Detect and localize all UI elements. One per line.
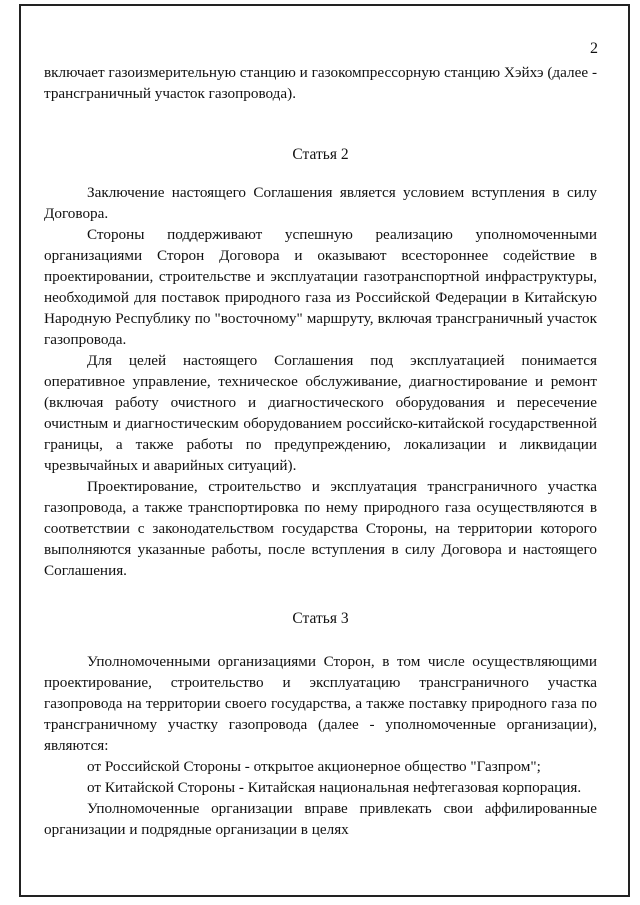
article-3-paragraph: от Китайской Стороны - Китайская национальная нефтегазовая корпорация. — [87, 779, 582, 796]
article-2-paragraph: Для целей настоящего Соглашения под эксплуатацией понимается оперативное управление, техническое обслуживание, диагностирование и ремонт (включая работу очистного и диагностического оборудования и пересечение очистным и диагностическим оборудованием российско-китайской государственной границы, а также работы по предупреждению, локализации и ликвидации чрезвычайных и аварийных ситуаций). — [44, 352, 597, 474]
article-2-heading: Статья 2 — [292, 146, 349, 163]
article-2-heading-wrap — [44, 146, 597, 164]
intro-paragraph: включает газоизмерительную станцию и газокомпрессорную станцию Хэйхэ (далее - трансграничный участок газопровода). — [44, 64, 597, 102]
article-3-heading-wrap — [44, 610, 597, 628]
page-number: 2 — [590, 40, 598, 57]
article-3-heading: Статья 3 — [292, 610, 349, 627]
article-3-paragraph: Уполномоченными организациями Сторон, в том числе осуществляющими проектирование, строительство и эксплуатацию трансграничного участка газопровода на территории своего государства, а также поставку природного газа по трансграничному участку газопровода (далее - уполномоченные организации), являются: — [44, 653, 597, 754]
article-2-paragraph: Проектирование, строительство и эксплуатация трансграничного участка газопровода, а также транспортировка по нему природного газа осуществляются в соответствии с законодательством государства Стороны, на территории которого выполняются указанные работы, после вступления в силу Договора и настоящего Соглашения. — [44, 478, 597, 579]
article-2-body — [44, 182, 597, 581]
article-2-paragraph: Стороны поддерживают успешную реализацию уполномоченными организациями Сторон Договора и оказывают всестороннее содействие в проектировании, строительстве и эксплуатации газотранспортной инфраструктуры, необходимой для поставок природного газа из Российской Федерации в Китайскую Народную Республику по "восточному" маршруту, включая трансграничный участок газопровода. — [44, 226, 597, 348]
article-3-body — [44, 651, 597, 840]
article-3-paragraph: Уполномоченные организации вправе привлекать свои аффилированные организации и подрядные организации в целях — [44, 800, 597, 838]
article-3-paragraph: от Российской Стороны - открытое акционерное общество "Газпром"; — [87, 758, 541, 775]
article-2-paragraph: Заключение настоящего Соглашения является условием вступления в силу Договора. — [44, 184, 597, 222]
intro-block — [44, 62, 597, 104]
